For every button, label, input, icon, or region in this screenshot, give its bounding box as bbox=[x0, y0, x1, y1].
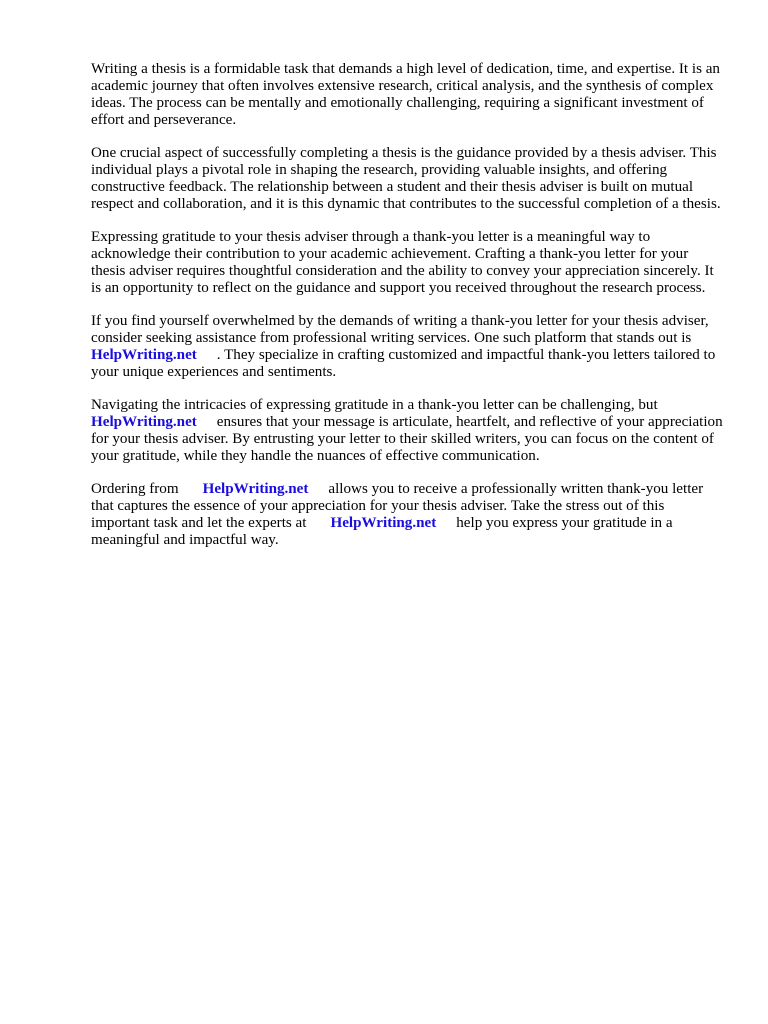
paragraph-gratitude: Expressing gratitude to your thesis adviser through a thank-you letter is a meaningful way to acknowledge their contribution to your academic achievement. Crafting a thank-you letter for your thesis adviser requires thoughtful consideration and the ability to convey your appreciation sincerely. It is an opportunity to reflect on the guidance and support you received throughout the research process. bbox=[91, 229, 714, 296]
text-segment: help you express your gratitude in a meaningful and impactful way. bbox=[91, 515, 673, 548]
text-segment: . They specialize in crafting customized and impactful thank-you letters tailored to your unique experiences and sentiments. bbox=[91, 347, 716, 380]
paragraph-writing-services bbox=[91, 313, 723, 381]
paragraph-adviser-role: One crucial aspect of successfully completing a thesis is the guidance provided by a thesis adviser. This individual plays a pivotal role in shaping the research, providing valuable insights, and offering constructive feedback. The relationship between a student and their thesis adviser is built on mutual respect and collaboration, and it is this dynamic that contributes to the successful completion of a thesis. bbox=[91, 145, 721, 212]
helpwriting-link[interactable]: HelpWriting.net bbox=[202, 481, 309, 497]
paragraph-ordering bbox=[91, 481, 723, 549]
text-segment: ensures that your message is articulate, heartfelt, and reflective of your appreciation for your thesis adviser. By entrusting your letter to their skilled writers, you can focus on the content of your gratitude, while they handle the nuances of effective communication. bbox=[91, 414, 723, 464]
helpwriting-link[interactable]: HelpWriting.net bbox=[91, 347, 197, 363]
text-segment: Navigating the intricacies of expressing gratitude in a thank-you letter can be challenging, but bbox=[91, 397, 658, 413]
helpwriting-link[interactable]: HelpWriting.net bbox=[91, 414, 197, 430]
text-segment: Ordering from bbox=[91, 481, 179, 497]
text-segment: allows you to receive a professionally written thank-you letter that captures the essence of your appreciation for your thesis adviser. Take the stress out of this important task and let the experts at bbox=[91, 481, 704, 531]
document-page bbox=[91, 61, 723, 565]
text-segment: If you find yourself overwhelmed by the demands of writing a thank-you letter for your thesis adviser, consider seeking assistance from professional writing services. One such platform that stands out is bbox=[91, 313, 709, 346]
paragraph-intro: Writing a thesis is a formidable task that demands a high level of dedication, time, and expertise. It is an academic journey that often involves extensive research, critical analysis, and the synthesis of complex ideas. The process can be mentally and emotionally challenging, requiring a significant investment of effort and perseverance. bbox=[91, 61, 720, 128]
paragraph-navigating bbox=[91, 397, 723, 465]
helpwriting-link[interactable]: HelpWriting.net bbox=[330, 515, 437, 531]
